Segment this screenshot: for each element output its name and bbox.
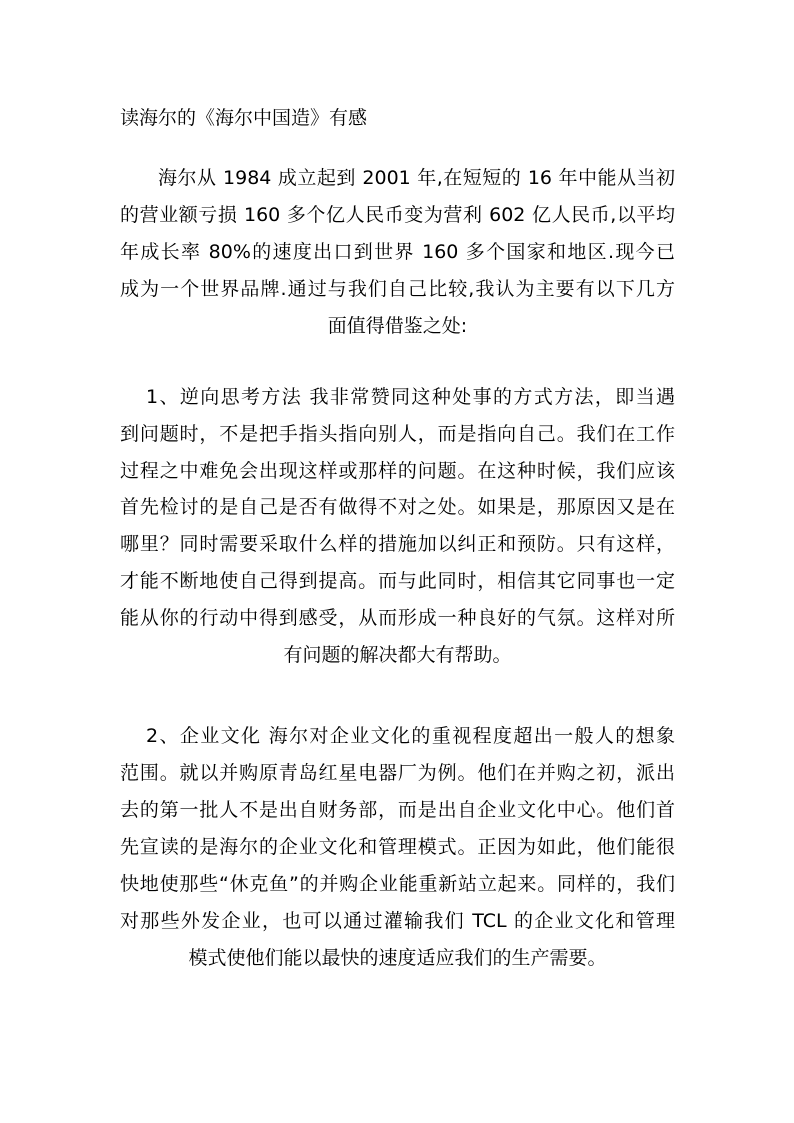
paragraph-reverse-thinking bbox=[120, 379, 675, 673]
paragraph-line: 面值得借鉴之处: bbox=[327, 315, 468, 337]
paragraph-line: 先宣读的是海尔的企业文化和管理模式。正因为如此，他们能很 bbox=[120, 836, 675, 858]
paragraph-line: 海尔从 1984 成立起到 2001 年,在短短的 16 年中能从当初 bbox=[158, 167, 675, 189]
paragraph-line: 有问题的解决都大有帮助。 bbox=[283, 643, 512, 666]
paragraph-line: 年成长率 80%的速度出口到世界 160 多个国家和地区.现今已 bbox=[120, 241, 675, 263]
paragraph-line: 的营业额亏损 160 多个亿人民币变为营利 602 亿人民币,以平均 bbox=[120, 204, 675, 226]
document-title: 读海尔的《海尔中国造》有感 bbox=[120, 107, 368, 129]
paragraph-line: 2、企业文化 海尔对企业文化的重视程度超出一般人的想象 bbox=[146, 725, 675, 747]
paragraph-line: 1、逆向思考方法 我非常赞同这种处事的方式方法，即当遇 bbox=[146, 386, 675, 408]
paragraph-line: 到问题时，不是把手指头指向别人，而是指向自己。我们在工作 bbox=[120, 422, 675, 445]
paragraph-line: 能从你的行动中得到感受，从而形成一种良好的气氛。这样对所 bbox=[120, 606, 675, 629]
paragraph-line: 哪里？同时需要采取什么样的措施加以纠正和预防。只有这样， bbox=[120, 533, 675, 556]
paragraph-line: 成为一个世界品牌.通过与我们自己比较,我认为主要有以下几方 bbox=[120, 278, 675, 300]
paragraph-line: 过程之中难免会出现这样或那样的问题。在这种时候，我们应该 bbox=[120, 459, 675, 482]
paragraph-line: 才能不断地使自己得到提高。而与此同时，相信其它同事也一定 bbox=[120, 569, 675, 592]
paragraph-corporate-culture bbox=[120, 718, 675, 977]
paragraph-line: 范围。就以并购原青岛红星电器厂为例。他们在并购之初，派出 bbox=[120, 762, 675, 784]
paragraph-line: 去的第一批人不是出自财务部，而是出自企业文化中心。他们首 bbox=[120, 799, 675, 821]
paragraph-line: 首先检讨的是自己是否有做得不对之处。如果是，那原因又是在 bbox=[120, 496, 675, 519]
paragraph-intro bbox=[120, 160, 675, 345]
paragraph-line: 快地使那些“休克鱼”的并购企业能重新站立起来。同样的，我们 bbox=[120, 873, 675, 895]
paragraph-line: 模式使他们能以最快的速度适应我们的生产需要。 bbox=[188, 947, 607, 969]
paragraph-line: 对那些外发企业，也可以通过灌输我们 TCL 的企业文化和管理 bbox=[120, 910, 675, 932]
